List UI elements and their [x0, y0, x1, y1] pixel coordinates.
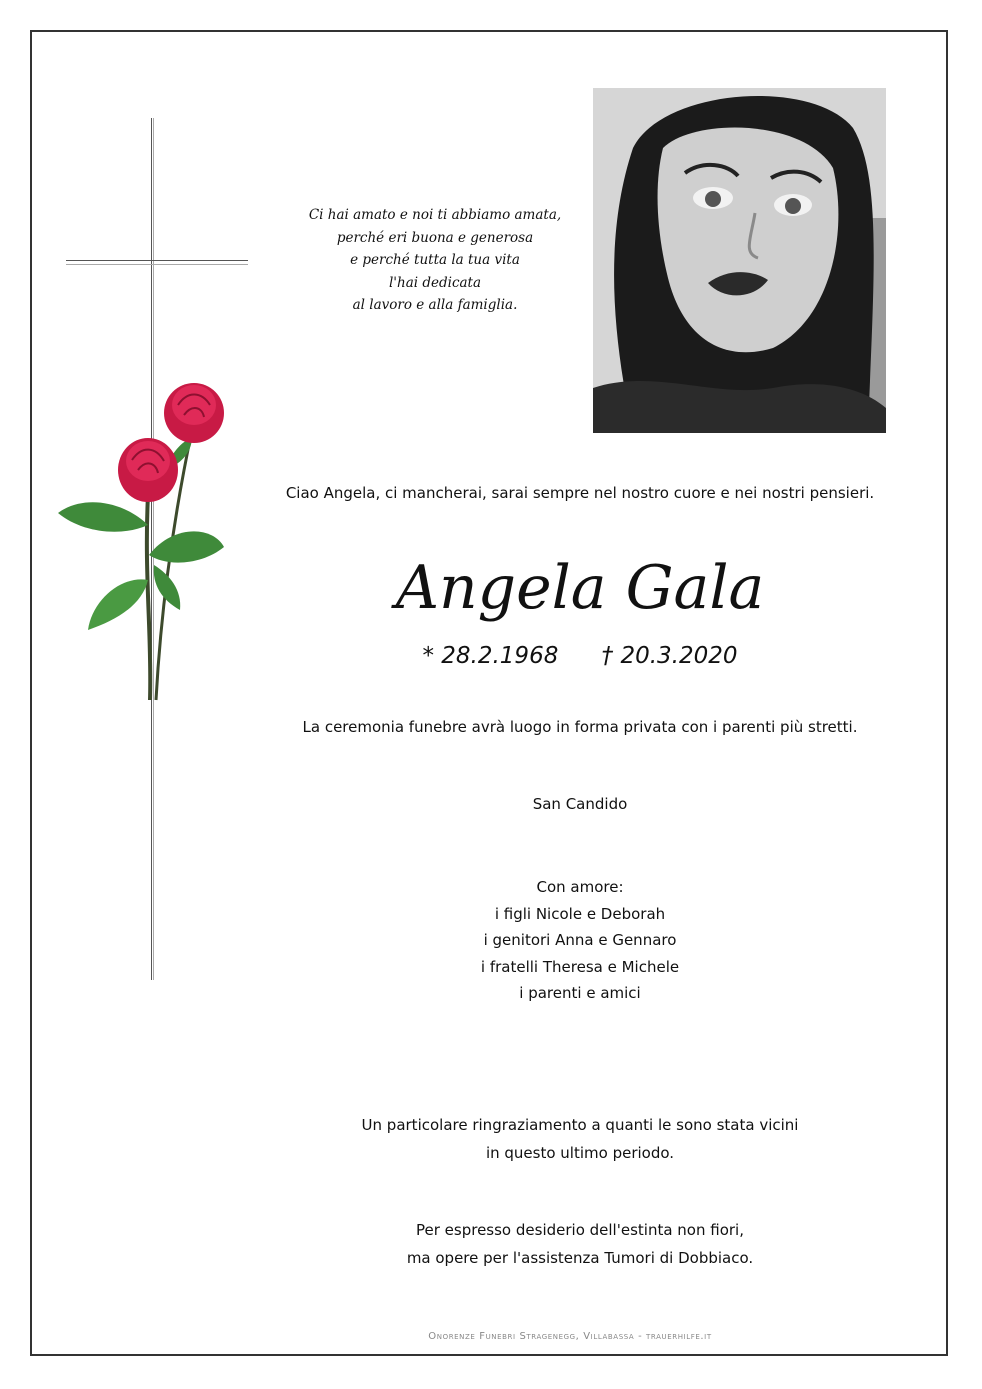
family-line: i figli Nicole e Deborah — [494, 904, 666, 923]
family-list — [380, 874, 780, 1007]
verse-line: perché eri buona e generosa — [336, 229, 534, 246]
verse — [290, 204, 580, 317]
verse-line: Ci hai amato e noi ti abbiamo amata, — [308, 207, 562, 223]
ceremony-note: La ceremonia funebre avrà luogo in forma privata con i parenti più stretti. — [302, 718, 858, 736]
no-flowers-note — [280, 1216, 880, 1272]
roses-icon — [52, 375, 237, 705]
family-line: i parenti e amici — [519, 984, 641, 1002]
life-dates — [380, 643, 780, 669]
thanks-note — [280, 1111, 880, 1167]
cross-bar — [66, 260, 248, 265]
birth-date: * 28.2.1968 — [422, 643, 559, 669]
deceased-name: Angela Gala — [395, 553, 765, 623]
thanks-line: in questo ultimo periodo. — [485, 1144, 675, 1162]
family-line: Con amore: — [536, 878, 624, 896]
verse-line: l'hai dedicata — [388, 274, 482, 291]
portrait-photo — [593, 88, 886, 433]
verse-line: al lavoro e alla famiglia. — [352, 297, 518, 313]
farewell-message: Ciao Angela, ci mancherai, sarai sempre nel nostro cuore e nei nostri pensieri. — [285, 484, 875, 502]
flowers-line: Per espresso desiderio dell'estinta non fiori, — [416, 1221, 744, 1239]
place: San Candido — [532, 795, 628, 813]
portrait-image — [593, 88, 886, 433]
death-date: † 20.3.2020 — [601, 643, 738, 669]
family-line: i fratelli Theresa e Michele — [480, 957, 680, 976]
thanks-line: Un particolare ringraziamento a quanti le sono stata vicini — [361, 1116, 799, 1134]
flowers-line: ma opere per l'assistenza Tumori di Dobbiaco. — [406, 1249, 754, 1267]
footer-credit: Onorenze Funebri Stragenegg, Villabassa - trauerhilfe.it — [428, 1331, 712, 1342]
verse-line: e perché tutta la tua vita — [350, 252, 520, 268]
family-line: i genitori Anna e Gennaro — [483, 931, 677, 949]
